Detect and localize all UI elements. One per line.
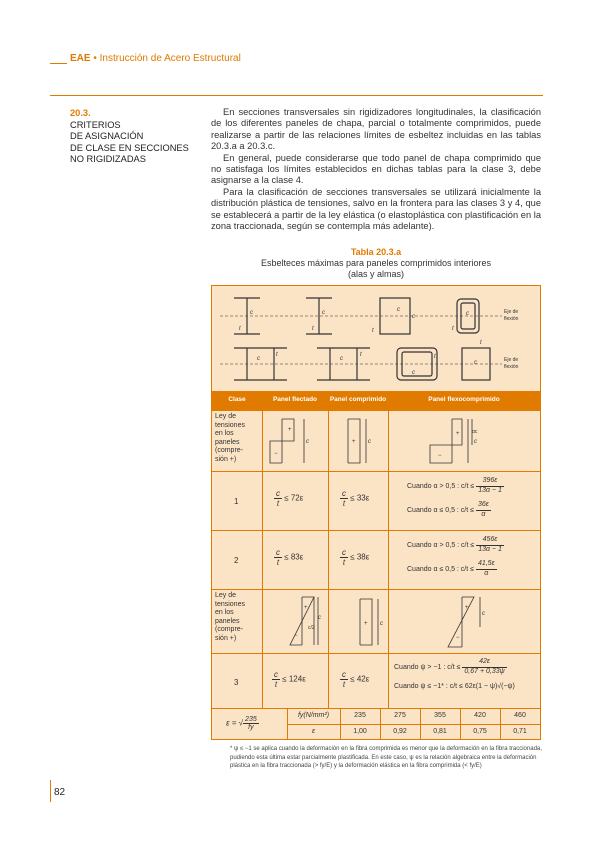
eps-value: 0,71 <box>513 728 527 735</box>
class-2-flexo: Cuando α > 0,5 : c/t ≤ $\frac{456\varepsilon}{13\alpha - 1}$ Cuando α ≤ 0,5 : c/t ≤ $\frac{41,5\varepsilon}{\alpha}$ <box>407 536 502 577</box>
fy-value: 275 <box>394 712 406 719</box>
svg-text:αc: αc <box>472 429 478 435</box>
body-text <box>211 107 541 232</box>
table-title: Tabla 20.3.a <box>350 247 402 257</box>
svg-text:c: c <box>318 615 321 621</box>
section-number: 20.3. <box>70 108 91 118</box>
class-2: 2 <box>234 556 239 565</box>
fy-value: 460 <box>514 712 526 719</box>
axis-label: flexión <box>504 316 519 322</box>
section-heading <box>70 108 189 166</box>
class-2-flectado: $\frac{c}{t}$ ≤ 83ε <box>276 548 304 567</box>
svg-text:c: c <box>412 370 415 376</box>
page-number: 82 <box>54 787 66 798</box>
svg-text:t: t <box>372 328 374 334</box>
header-clase: Clase <box>228 396 246 403</box>
stress-diagrams-plastic <box>262 411 540 471</box>
section-title-line: DE CLASE EN SECCIONES <box>70 142 189 153</box>
svg-text:t: t <box>276 352 278 358</box>
class-2-comprimido: $\frac{c}{t}$ ≤ 38ε <box>342 548 370 567</box>
top-rule <box>50 95 543 96</box>
header-brand: EAE <box>70 53 91 64</box>
class-3-comprimido: $\frac{c}{t}$ ≤ 42ε <box>342 670 370 689</box>
fy-value: 420 <box>474 712 486 719</box>
eps-value: 0,92 <box>393 728 407 735</box>
svg-text:c: c <box>257 356 260 362</box>
svg-text:c: c <box>474 439 477 445</box>
svg-text:+: + <box>364 621 368 627</box>
eps-value: 1,00 <box>353 728 367 735</box>
svg-text:t: t <box>360 352 362 358</box>
svg-text:c: c <box>474 360 477 366</box>
table-subtitle: Esbelteces máximas para paneles comprimidos interiores <box>260 258 492 268</box>
svg-text:+: + <box>288 427 292 433</box>
header-flexocomprimido: Panel flexocomprimido <box>428 396 500 403</box>
svg-text:c: c <box>412 314 415 320</box>
axis-label: Eje de <box>504 357 519 363</box>
axis-label: Eje de <box>504 309 519 315</box>
axis-label: flexión <box>504 364 519 370</box>
cross-sections-figure <box>212 286 540 391</box>
table-caption <box>211 247 541 280</box>
svg-text:+: + <box>352 439 356 445</box>
stress-law-label: Ley de tensiones en los paneles (compre- sión +) <box>215 413 245 463</box>
svg-text:c: c <box>340 356 343 362</box>
class-3-flectado: $\frac{c}{t}$ ≤ 124ε <box>274 670 306 689</box>
svg-text:c: c <box>466 311 469 317</box>
paragraph: En secciones transversales sin rigidizadores longitudinales, la clasificación de los diferentes paneles de chapa, parcial o totalmente comprimidos, puede realizarse a partir de las relaciones límites de esbeltez incluidas en las tablas 20.3.a a 20.3.c. <box>211 107 541 152</box>
section-title-line: CRITERIOS <box>70 119 121 130</box>
footnote: * ψ ≤ −1 se aplica cuando la deformación en la fibra comprimida es menor que la deformación en la fibra traccionada, pudiendo esta última estar parcialmente plastificada. En este caso, ψ es la relación algebraica entre la deformación plástica en la fibra traccionada (> fy/E) y la deformación elástica en la fibra comprimida (< fy/E) <box>230 746 542 769</box>
epsilon-formula: ε = √ $\frac{235}{fy}$ <box>226 716 257 731</box>
class-1-flectado: $\frac{c}{t}$ ≤ 72ε <box>276 489 304 508</box>
section-title-line: NO RIGIDIZADAS <box>70 154 146 164</box>
header-flectado: Panel flectado <box>272 396 318 403</box>
class-1-comprimido: $\frac{c}{t}$ ≤ 33ε <box>342 489 370 508</box>
slenderness-table <box>211 285 541 740</box>
paragraph: En general, puede considerarse que todo panel de chapa comprimido que no satisfaga los límites establecidos en dichas tablas para la clase 3, debe asignarse a la clase 4. <box>211 152 541 186</box>
svg-text:c/2: c/2 <box>308 625 315 631</box>
stress-diagrams-elastic <box>262 589 540 653</box>
page-number-rule <box>50 780 51 802</box>
header-comprimido: Panel comprimido <box>329 396 387 403</box>
svg-text:+: + <box>304 605 308 611</box>
header-title: Instrucción de Acero Estructural <box>99 53 241 64</box>
class-3: 3 <box>234 678 239 687</box>
section-title-line: DE ASIGNACIÓN <box>70 131 144 141</box>
svg-text:−: − <box>438 453 442 459</box>
fy-value: 235 <box>354 712 366 719</box>
svg-text:−: − <box>456 635 460 641</box>
svg-text:c: c <box>397 307 400 313</box>
svg-text:t: t <box>434 354 436 360</box>
svg-text:−: − <box>274 451 278 457</box>
svg-text:+: + <box>456 431 460 437</box>
class-1: 1 <box>234 497 239 506</box>
table-subtitle: (alas y almas) <box>347 269 404 279</box>
svg-text:c: c <box>250 310 253 316</box>
fy-label: fy(N/mm²) <box>297 712 330 719</box>
svg-text:t: t <box>480 340 482 346</box>
svg-text:c: c <box>368 439 371 445</box>
svg-text:+: + <box>465 605 469 611</box>
header-separator: • <box>90 53 100 64</box>
stress-law-label: Ley de tensiones en los paneles (compre- sión +) <box>215 592 245 642</box>
class-1-flexo: Cuando α > 0,5 : c/t ≤ $\frac{396\varepsilon}{13\alpha - 1}$ Cuando α ≤ 0,5 : c/t ≤ $\frac{36\varepsilon}{\alpha}$ <box>407 477 502 518</box>
svg-text:−: − <box>294 633 298 639</box>
svg-text:c: c <box>380 621 383 627</box>
svg-text:t: t <box>452 326 454 332</box>
header-rule <box>50 63 67 64</box>
svg-text:c: c <box>322 310 325 316</box>
class-3-flexo: Cuando ψ > −1 : c/t ≤ $\frac{42\varepsilon}{0,67 + 0,33\psi}$ Cuando ψ ≤ −1* : c/t ≤ 62ε(1 − ψ)√(−ψ) <box>394 658 515 690</box>
svg-text:c: c <box>306 439 309 445</box>
running-header <box>70 53 241 64</box>
svg-text:t: t <box>312 326 314 332</box>
eps-value: 0,75 <box>473 728 487 735</box>
eps-value: 0,81 <box>433 728 447 735</box>
eps-label: ε <box>311 728 316 735</box>
paragraph: Para la clasificación de secciones transversales se utilizará inicialmente la distribución plástica de tensiones, salvo en la frontera para las clases 3 y 4, que se establecerá a partir de la ley elástica (o elastoplástica con plastificación en la zona traccionada, según se contempla más adelante). <box>211 186 541 232</box>
fy-value: 355 <box>434 712 446 719</box>
svg-text:c: c <box>482 611 485 617</box>
svg-text:t: t <box>239 326 241 332</box>
